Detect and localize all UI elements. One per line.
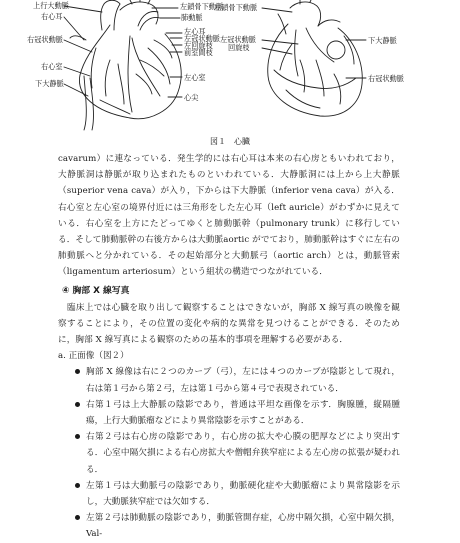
label-right-ventricle: 右心室	[41, 62, 63, 71]
list-item: 左第２弓は肺動脈の陰影であり，動脈管開存症，心房中隔欠損，心室中隔欠損，Val-	[74, 510, 400, 542]
label-right-coronary-artery: 右冠状動脈	[27, 35, 63, 44]
label-inferior-vena-cava: 下大静脈	[35, 79, 64, 88]
label-circumflex-branch: 左回旋枝	[184, 41, 213, 50]
label-left-subclavian-artery-posterior: 左鎖骨下動脈	[214, 3, 258, 12]
section-heading-chest-xray: ④ 胸部 X 線写真	[62, 285, 130, 296]
label-inferior-vena-cava-posterior: 下大静脈	[368, 36, 397, 45]
label-left-ventricle: 左心室	[184, 73, 206, 82]
label-apex: 心尖	[184, 93, 199, 102]
body-text	[0, 151, 460, 543]
list-item: 右第２弓は右心房の陰影であり，右心房の拡大や心膜の肥厚などにより突出する．心室中隔欠損による右心房拡大や僧帽弁狭窄症による左心房の拡張が疑われる．	[74, 429, 400, 478]
figure-caption: 図１ 心臓	[210, 137, 250, 146]
label-anterior-interventricular-branch: 前室間枝	[184, 48, 213, 57]
label-left-subclavian-artery: 左鎖骨下動脈	[180, 2, 224, 11]
list-item: 右第１弓は上大静脈の陰影であり，普通は平坦な画像を示す．胸腺腫，縦隔腫瘍，上行大動脈瘤などにより異常陰影を示すことがある．	[74, 397, 400, 429]
label-left-auricle: 左心耳	[184, 27, 206, 36]
label-ascending-aorta: 上行大動脈	[33, 1, 69, 10]
label-right-auricle: 右心耳	[41, 12, 63, 21]
label-left-coronary-artery-posterior: 左冠状動脈	[220, 35, 256, 44]
list-item: 胸部 X 線像は右に２つのカーブ（弓），左には４つのカーブが陰影として現れ，右は第１弓から第２弓，左は第１弓から第４弓で表現されている．	[74, 364, 400, 396]
subheading-frontal-view: a. 正面像（図２）	[58, 351, 129, 362]
label-pulmonary-artery: 肺動脈	[181, 13, 203, 22]
label-left-coronary-artery: 左冠状動脈	[184, 34, 220, 43]
paragraph-chest-xray-intro: 臨床上では心臓を取り出して観察することはできないが，胸部 X 線写真の映像を観察することにより，その位置の変化や病的な異常を見つけることができる．そのために，胸部 X 線写真による観察のための基本的事項を理解する必要がある．	[58, 302, 400, 346]
list-item: 左第１弓は大動脈弓の陰影であり，動脈硬化症や大動脈瘤により異常陰影を示し，大動脈狭窄症では欠如する．	[74, 478, 400, 510]
label-right-coronary-artery-posterior: 右冠状動脈	[368, 74, 404, 83]
bullet-list	[0, 364, 460, 542]
label-circumflex-branch-posterior: 回旋枝	[228, 43, 250, 52]
paragraph-heart-anatomy: cavarum）に連なっている．発生学的には右心耳は本来の右心房ともいわれており，大静脈洞は静脈が取り込まれたものといわれている．大静脈洞には上から上大静脈（superior vena cava）が入り，下からは下大静脈（inferior vena cava）が入る．右心室と左心室の境界付近には三角形をした左心耳（left auricle）がわずかに見えている．右心室を上方にたどってゆくと肺動脈幹（pulmonary trunk）に移行している．そして肺動脈幹の右後方からは大動脈aortic がでており，肺動脈幹はすぐに左右の肺動脈へと分かれている．その起始部分と大動脈弓（aortic arch）とは，動脈管索（ligamentum arteriosum）という組状の構造でつながれている．	[58, 154, 400, 278]
heart-illustration	[0, 0, 460, 135]
heart-figure	[0, 0, 460, 135]
